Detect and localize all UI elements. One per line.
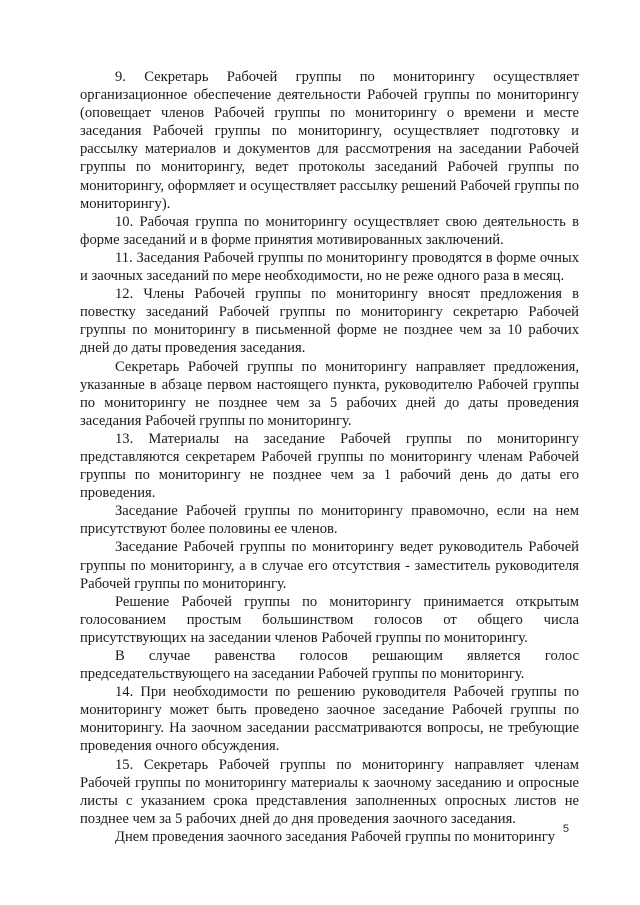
- paragraph-chair: Заседание Рабочей группы по мониторингу ведет руководитель Рабочей группы по мониторингу, а в случае его отсутствия - заместитель руководителя Рабочей группы по мониторингу.: [80, 539, 579, 592]
- paragraph-item-9: 9. Секретарь Рабочей группы по мониторингу осуществляет организационное обеспечение деятельности Рабочей группы по мониторингу (оповещает членов Рабочей группы по мониторингу о времени и месте заседания Рабочей группы по мониторингу, осуществляет подготовку и рассылку материалов и документов для рассмотрения на заседании Рабочей группы по мониторингу, ведет протоколы заседаний Рабочей группы по мониторингу, оформляет и осуществляет рассылку решений Рабочей группы по мониторингу).: [80, 69, 579, 212]
- document-body: [80, 68, 579, 846]
- paragraph-decision: Решение Рабочей группы по мониторингу принимается открытым голосованием простым большинством голосов от общего числа присутствующих на заседании членов Рабочей группы по мониторингу.: [80, 593, 579, 646]
- paragraph-item-12: 12. Члены Рабочей группы по мониторингу вносят предложения в повестку заседаний Рабочей группы по мониторингу секретарю Рабочей группы по мониторингу в письменной форме не позднее чем за 10 рабочих дней до даты проведения заседания.: [80, 286, 579, 357]
- page-number: 5: [562, 823, 569, 835]
- paragraph-absentee-date: Днем проведения заочного заседания Рабочей группы по мониторингу: [115, 828, 556, 845]
- paragraph-item-12-secretary: Секретарь Рабочей группы по мониторингу направляет предложения, указанные в абзаце первом настоящего пункта, руководителю Рабочей группы по мониторингу не позднее чем за 5 рабочих дней до даты проведения заседания Рабочей группы по мониторингу.: [80, 358, 579, 429]
- paragraph-item-11: 11. Заседания Рабочей группы по мониторингу проводятся в форме очных и заочных заседаний по мере необходимости, но не реже одного раза в месяц.: [80, 249, 579, 285]
- paragraph-item-14: 14. При необходимости по решению руководителя Рабочей группы по мониторингу может быть проведено заочное заседание Рабочей группы по мониторингу. На заочном заседании рассматриваются вопросы, не требующие проведения очного обсуждения.: [80, 684, 579, 755]
- paragraph-item-10: 10. Рабочая группа по мониторингу осуществляет свою деятельность в форме заседаний и в форме принятия мотивированных заключений.: [80, 213, 579, 248]
- paragraph-item-15: 15. Секретарь Рабочей группы по мониторингу направляет членам Рабочей группы по мониторингу материалы к заочному заседанию и опросные листы с указанием срока представления заполненных опросных листов не позднее чем за 5 рабочих дней до дня проведения заочного заседания.: [80, 756, 579, 827]
- paragraph-quorum: Заседание Рабочей группы по мониторингу правомочно, если на нем присутствуют более половины ее членов.: [80, 503, 579, 538]
- paragraph-tie-vote: В случае равенства голосов решающим является голос председательствующего на заседании Рабочей группы по мониторингу.: [80, 648, 579, 683]
- paragraph-item-13: 13. Материалы на заседание Рабочей группы по мониторингу представляются секретарем Рабочей группы по мониторингу членам Рабочей группы по мониторингу не позднее чем за 1 рабочий день до даты его проведения.: [80, 430, 579, 502]
